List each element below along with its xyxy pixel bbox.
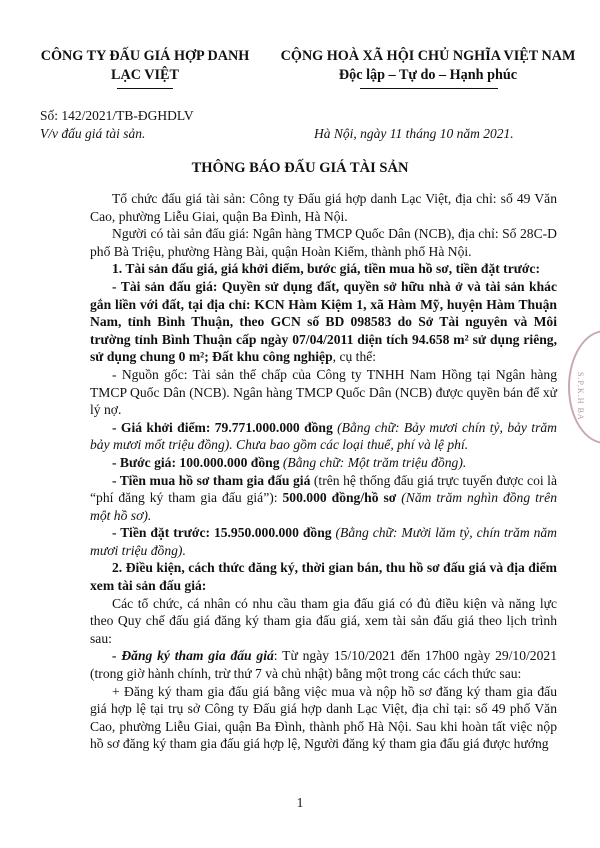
step-paragraph bbox=[90, 454, 557, 472]
registration-text: : Từ ngày 15/10/2021 đến 17h00 ngày 29/10/2021 (trong giờ hành chính, trừ thứ 7 và chủ nhật) bằng một trong các cách thức sau: bbox=[90, 648, 557, 682]
conditions-paragraph: Các tổ chức, cá nhân có nhu cầu tham gia đấu giá có đủ điều kiện và năng lực theo Quy chế đấu giá đăng ký tham gia đấu giá, xem tài sản đấu giá theo lịch trình sau: bbox=[90, 595, 557, 646]
document-title: THÔNG BÁO ĐẤU GIÁ TÀI SẢN bbox=[191, 160, 409, 176]
document-body bbox=[90, 190, 557, 753]
organizer-paragraph: Tổ chức đấu giá tài sản: Công ty Đấu giá hợp danh Lạc Việt, địa chỉ: số 49 Văn Cao, phường Liễu Giai, quận Ba Đình, Hà Nội. bbox=[90, 191, 557, 224]
owner-paragraph: Người có tài sản đấu giá: Ngân hàng TMCP Quốc Dân (NCB), địa chỉ: Số 28C-D phố Bà Triệu, phường Hàng Bài, quận Hoàn Kiếm, thành phố Hà Nội. bbox=[90, 226, 557, 259]
motto-underline bbox=[360, 88, 498, 89]
company-header bbox=[30, 47, 260, 85]
company-name-line1: CÔNG TY ĐẤU GIÁ HỢP DANH bbox=[40, 48, 250, 64]
asset-tail: , cụ thể: bbox=[332, 349, 377, 365]
origin-paragraph: - Nguồn gốc: Tài sản thế chấp của Công ty TNHH Nam Hồng tại Ngân hàng TMCP Quốc Dân (NCB). Ngân hàng TMCP Quốc Dân (NCB) được quyền bán để xử lý nợ. bbox=[90, 366, 557, 418]
asset-text: : Quyền sử dụng đất, quyền sở hữu nhà ở và tài sản khác gắn liền với đất, tại địa chỉ: KCN Hàm Kiệm 1, xã Hàm Mỹ, huyện Hàm Thuận Nam, tỉnh Bình Thuận, theo GCN số BD 098583 do Sở Tài nguyên và Môi trường tỉnh Bình Thuận cấp ngày 07/04/2011 diện tích 94.658 m² sử dụng riêng, sử dụng chung 0 m²; Đất khu công nghiệp bbox=[90, 278, 558, 365]
file-fee-words: (Năm trăm nghìn đồng trên một hồ sơ). bbox=[90, 490, 557, 523]
section-2-heading: 2. Điều kiện, cách thức đăng ký, thời gian bán, thu hồ sơ đấu giá và địa điểm xem tài sản đấu giá: bbox=[90, 560, 557, 594]
deposit-words: (Bằng chữ: Mười lăm tỷ, chín trăm năm mươi triệu đồng). bbox=[90, 525, 557, 558]
registration-paragraph bbox=[90, 647, 557, 682]
page-number: 1 bbox=[296, 795, 304, 810]
asset-label: - Tài sản đấu giá bbox=[112, 278, 213, 294]
asset-paragraph bbox=[90, 278, 557, 366]
start-price-paragraph bbox=[90, 419, 557, 454]
national-header bbox=[268, 47, 588, 85]
seal-stamp-text: S.P.K.H BA bbox=[576, 372, 585, 421]
registration-way-1: + Đăng ký tham gia đấu giá bằng việc mua và nộp hồ sơ đăng ký tham gia đấu giá hợp lệ tại trụ sở Công ty Đấu giá hợp danh Lạc Việt, địa chỉ tại: số 49 phố Văn Cao, phường Liễu Giai, quận Ba Đình, thành phố Hà Nội. Sau khi hoàn tất việc nộp hồ sơ đăng ký tham gia đấu giá hợp lệ, Người đăng ký tham gia đấu giá được hướng bbox=[90, 683, 557, 752]
step-label: - Bước giá: 100.000.000 đồng bbox=[112, 454, 280, 470]
document-date: Hà Nội, ngày 11 tháng 10 năm 2021. bbox=[314, 126, 514, 141]
start-price-words: (Bằng chữ: Bảy mươi chín tỷ, bảy trăm bảy mươi mốt triệu đồng). Chưa bao gồm các loại thuế, phí và lệ phí. bbox=[90, 419, 557, 453]
step-words: (Bằng chữ: Một trăm triệu đồng). bbox=[279, 454, 467, 470]
file-fee-text: (trên hệ thống đấu giá trực tuyến được coi là “phí đăng ký tham gia đấu giá”): bbox=[90, 472, 557, 506]
nation-motto: Độc lập – Tự do – Hạnh phúc bbox=[338, 67, 518, 83]
company-name-line2: LẠC VIỆT bbox=[111, 67, 179, 83]
company-underline bbox=[117, 88, 173, 89]
file-fee-label: - Tiền mua hồ sơ tham gia đấu giá bbox=[112, 472, 311, 488]
registration-label: - Đăng ký tham gia đấu giá bbox=[112, 648, 274, 664]
nation-title: CỘNG HOÀ XÃ HỘI CHỦ NGHĨA VIỆT NAM bbox=[280, 48, 576, 64]
start-price-label: - Giá khởi điểm: 79.771.000.000 đồng bbox=[112, 419, 333, 435]
file-fee-paragraph bbox=[90, 472, 557, 525]
deposit-paragraph bbox=[90, 524, 557, 559]
section-1-heading: 1. Tài sản đấu giá, giá khởi điểm, bước giá, tiền mua hồ sơ, tiền đặt trước: bbox=[112, 261, 540, 277]
document-number: Số: 142/2021/TB-ĐGHDLV bbox=[40, 108, 194, 123]
document-subject: V/v đấu giá tài sản. bbox=[40, 126, 146, 141]
deposit-label: - Tiền đặt trước: 15.950.000.000 đồng bbox=[112, 525, 332, 541]
file-fee-amount: 500.000 đồng/hồ sơ bbox=[282, 490, 397, 506]
